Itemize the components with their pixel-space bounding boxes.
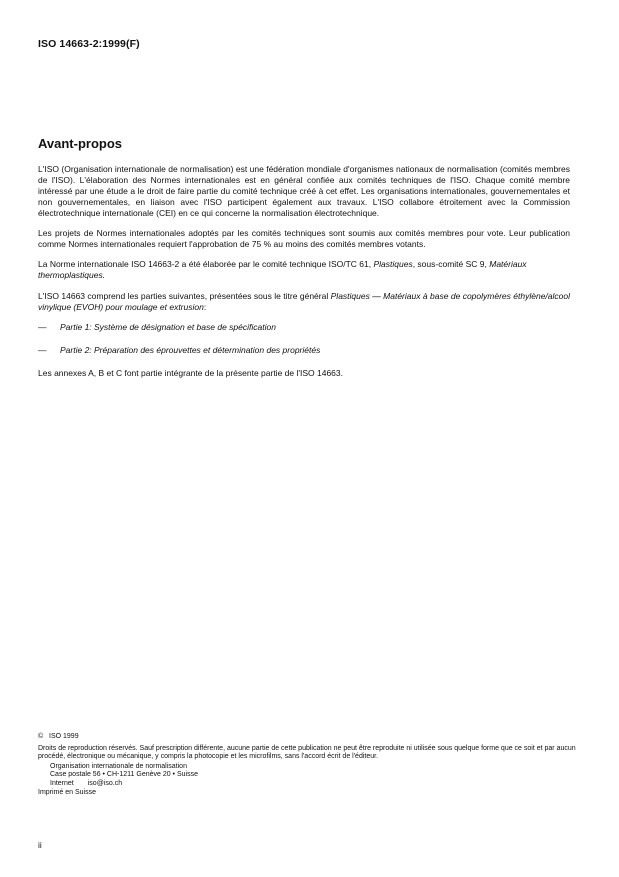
paragraph-committee bbox=[38, 259, 570, 281]
foreword-body bbox=[38, 164, 570, 388]
committee-text-2: , sous-comité SC 9, bbox=[412, 259, 490, 270]
part-1-label: Partie 1: Système de désignation et base de spécification bbox=[60, 321, 276, 332]
general-title-italic: Plastiques — Matériaux à base de copolymères éthylène/alcool vinylique (EVOH) pour moulage et extrusion bbox=[38, 290, 570, 312]
copyright-year: ISO 1999 bbox=[49, 733, 79, 740]
document-id-header: ISO 14663-2:1999(F) bbox=[38, 38, 140, 50]
paragraph-annexes: Les annexes A, B et C font partie intégrante de la présente partie de l'ISO 14663. bbox=[38, 367, 343, 378]
em-dash-marker: — bbox=[38, 344, 47, 355]
committee-name-italic: Plastiques bbox=[373, 259, 413, 270]
page-number: ii bbox=[38, 840, 42, 850]
subcommittee-name-italic: Matériaux thermoplastiques. bbox=[38, 259, 527, 281]
copyright-footer bbox=[38, 733, 583, 798]
list-item-part-1 bbox=[38, 322, 570, 333]
committee-text-1: La Norme internationale ISO 14663-2 a été élaborée par le comité technique ISO/TC 61, bbox=[38, 259, 374, 270]
internet-email: iso@iso.ch bbox=[87, 779, 123, 787]
list-item-part-2 bbox=[38, 345, 570, 356]
copyright-line bbox=[38, 733, 583, 742]
parts-intro-colon: : bbox=[203, 301, 207, 312]
printed-in: Imprimé en Suisse bbox=[38, 789, 96, 796]
paragraph-iso-intro: L'ISO (Organisation internationale de normalisation) est une fédération mondiale d'organismes nationaux de normalisation (comités membres de l'ISO). L'élaboration des Normes internationales est en général confiée aux comités techniques de l'ISO. Chaque comité membre intéressé par une étude a le droit de faire partie du comité technique créé à cet effet. Les organisations internationales, gouvernementales et non gouvernementales, en liaison avec l'ISO participent également aux travaux. L'ISO collabore étroitement avec la Commission électrotechnique internationale (CEI) en ce qui concerne la normalisation électrotechnique. bbox=[38, 164, 570, 218]
part-2-label: Partie 2: Préparation des éprouvettes et détermination des propriétés bbox=[60, 344, 321, 355]
internet-line bbox=[38, 780, 583, 789]
copyright-symbol: © bbox=[38, 733, 44, 740]
postal-address: Case postale 56 • CH-1211 Genève 20 • Suisse bbox=[50, 771, 198, 778]
rights-statement: Droits de reproduction réservés. Sauf prescription différente, aucune partie de cette publication ne peut être reproduite ni utilisée sous quelque forme que ce soit et par aucun procédé, électronique ou mécanique, y compris la photocopie et les microfilms, sans l'accord écrit de l'éditeur. bbox=[38, 744, 576, 760]
section-title: Avant-propos bbox=[38, 136, 123, 151]
paragraph-voting: Les projets de Normes internationales adoptés par les comités techniques sont soumis aux comités membres pour vote. Leur publication comme Normes internationales requiert l'approbation de 75 % au moins des comités membres votants. bbox=[38, 228, 570, 249]
internet-label: Internet bbox=[50, 779, 74, 787]
paragraph-parts-intro bbox=[38, 291, 570, 313]
em-dash-marker: — bbox=[38, 321, 47, 332]
parts-intro-text: L'ISO 14663 comprend les parties suivantes, présentées sous le titre général bbox=[38, 290, 331, 301]
organisation-name: Organisation internationale de normalisation bbox=[50, 762, 187, 770]
